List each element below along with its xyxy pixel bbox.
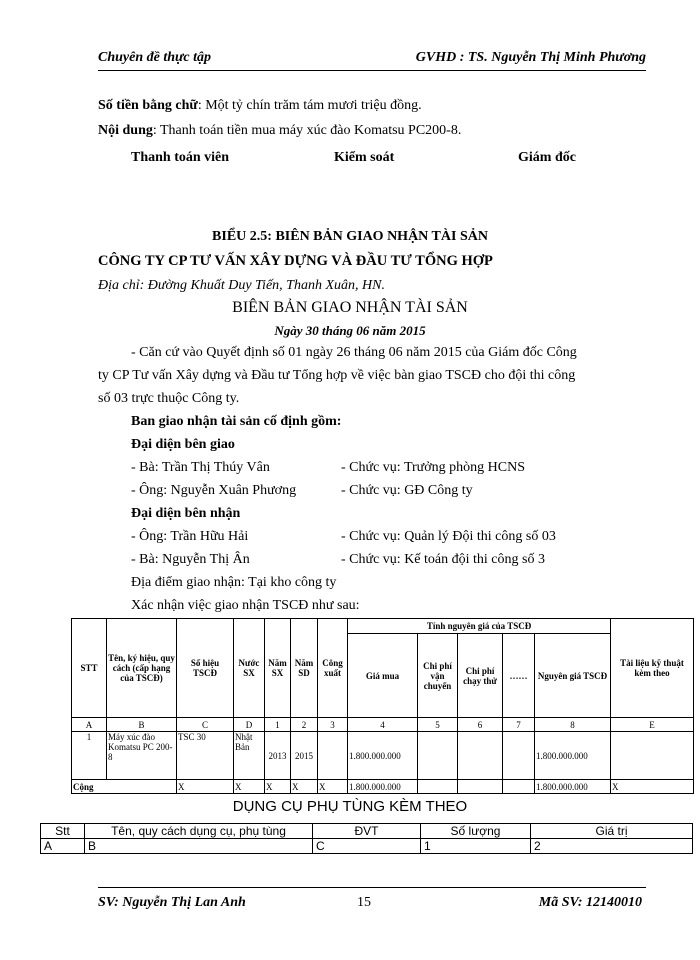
col-header-year-used: Năm SD [291, 619, 318, 718]
code-cell: 4 [348, 718, 418, 732]
col-header-transport: Chi phí vận chuyển [418, 634, 458, 718]
handover-location: Địa điểm giao nhận: Tại kho công ty [131, 575, 337, 590]
basis-line-1: - Căn cứ vào Quyết định số 01 ngày 26 tháng 06 năm 2015 của Giám đốc Công [131, 345, 577, 360]
tools-header-quantity: Số lượng [421, 824, 531, 839]
header-subject: Chuyên đề thực tập [98, 50, 212, 65]
row-code: TSC 30 [177, 732, 234, 780]
col-header-original-cost: Nguyên giá TSCĐ [535, 634, 611, 718]
code-cell: E [611, 718, 694, 732]
total-trial [458, 780, 503, 794]
form-title: BIỂU 2.5: BIÊN BẢN GIAO NHẬN TÀI SẢN [212, 229, 488, 244]
receiver-heading: Đại diện bên nhận [131, 506, 241, 521]
receiver-2-position: - Chức vụ: Kế toán đội thi công số 3 [341, 552, 545, 567]
col-header-capacity: Công xuất [318, 619, 348, 718]
giver-2-position: - Chức vụ: GĐ Công ty [341, 483, 473, 498]
col-header-purchase: Giá mua [348, 634, 418, 718]
col-header-stt: STT [72, 619, 107, 718]
confirmation-text: Xác nhận việc giao nhận TSCĐ như sau: [131, 598, 360, 613]
col-header-trial: Chi phí chạy thử [458, 634, 503, 718]
tools-title: DỤNG CỤ PHỤ TÙNG KÈM THEO [232, 798, 468, 815]
row-original-cost: 1.800.000.000 [535, 732, 611, 780]
total-year-used: X [291, 780, 318, 794]
amount-in-words-value: : Một tỷ chín trăm tám mươi triệu đồng. [197, 98, 422, 113]
row-year-used: 2015 [291, 732, 318, 780]
receiver-1-position: - Chức vụ: Quản lý Đội thi công số 03 [341, 529, 556, 544]
signature-cashier: Thanh toán viên [131, 150, 230, 165]
content-line [98, 123, 461, 139]
total-docs: X [611, 780, 694, 794]
tools-code-cell: C [313, 839, 421, 854]
col-header-year-made: Năm SX [265, 619, 291, 718]
code-cell: A [72, 718, 107, 732]
footer-divider [98, 887, 646, 888]
total-country: X [234, 780, 265, 794]
tools-header-value: Giá trị [531, 824, 693, 839]
row-name: Máy xúc đào Komatsu PC 200-8 [107, 732, 177, 780]
tools-header-unit: ĐVT [313, 824, 421, 839]
footer-student: SV: Nguyễn Thị Lan Anh [98, 895, 246, 910]
receiver-1-name: - Ông: Trần Hữu Hải [131, 529, 249, 544]
code-cell: 7 [503, 718, 535, 732]
company-address: Địa chỉ: Đường Khuất Duy Tiến, Thanh Xuân, HN. [98, 278, 385, 293]
total-transport [418, 780, 458, 794]
basis-line-3: số 03 trực thuộc Công ty. [98, 391, 240, 406]
row-year-made: 2013 [265, 732, 291, 780]
company-name: CÔNG TY CP TƯ VẤN XÂY DỰNG VÀ ĐẦU TƯ TỔNG HỢP [98, 253, 493, 269]
asset-table [71, 618, 694, 794]
col-header-country: Nước SX [234, 619, 265, 718]
signature-director: Giám đốc [518, 150, 576, 165]
tools-header-stt: Stt [41, 824, 85, 839]
row-trial [458, 732, 503, 780]
total-code: X [177, 780, 234, 794]
code-cell: 1 [265, 718, 291, 732]
amount-in-words-line [98, 98, 422, 114]
committee-heading: Ban giao nhận tài sản cố định gồm: [131, 414, 342, 429]
code-cell: 3 [318, 718, 348, 732]
tools-table [40, 823, 693, 854]
row-stt: 1 [72, 732, 107, 780]
receiver-2-name: - Bà: Nguyễn Thị Ân [131, 552, 250, 567]
header-divider [98, 70, 646, 71]
total-label: Cộng [72, 780, 177, 794]
giver-heading: Đại diện bên giao [131, 437, 235, 452]
row-transport [418, 732, 458, 780]
giver-1-position: - Chức vụ: Trưởng phòng HCNS [341, 460, 525, 475]
total-year-made: X [265, 780, 291, 794]
content-value: : Thanh toán tiền mua máy xúc đào Komatsu PC200-8. [152, 123, 462, 138]
code-cell: 2 [291, 718, 318, 732]
row-capacity [318, 732, 348, 780]
tools-header-name: Tên, quy cách dụng cụ, phụ tùng [85, 824, 313, 839]
page-number: 15 [357, 895, 371, 910]
code-cell: B [107, 718, 177, 732]
row-other [503, 732, 535, 780]
col-header-cost-group: Tính nguyên giá của TSCĐ [348, 619, 611, 634]
code-cell: 8 [535, 718, 611, 732]
col-header-code: Số hiệu TSCĐ [177, 619, 234, 718]
total-purchase: 1.800.000.000 [348, 780, 418, 794]
header-advisor: GVHD : TS. Nguyễn Thị Minh Phương [415, 50, 646, 65]
total-capacity: X [318, 780, 348, 794]
col-header-name: Tên, ký hiệu, quy cách (cấp hạng của TSCĐ) [107, 619, 177, 718]
total-original-cost: 1.800.000.000 [535, 780, 611, 794]
code-cell: 6 [458, 718, 503, 732]
col-header-other: …… [503, 634, 535, 718]
row-docs [611, 732, 694, 780]
amount-in-words-label: Số tiền bằng chữ [98, 98, 198, 113]
code-cell: 5 [418, 718, 458, 732]
signature-controller: Kiểm soát [334, 150, 395, 165]
tools-code-cell: A [41, 839, 85, 854]
row-country: Nhật Bản [234, 732, 265, 780]
footer-student-id: Mã SV: 12140010 [538, 895, 642, 910]
document-title: BIÊN BẢN GIAO NHẬN TÀI SẢN [232, 299, 468, 316]
col-header-docs: Tài liệu kỹ thuật kèm theo [611, 619, 694, 718]
total-other [503, 780, 535, 794]
giver-1-name: - Bà: Trần Thị Thúy Vân [131, 460, 270, 475]
content-label: Nội dung [98, 123, 153, 138]
tools-code-cell: 2 [531, 839, 693, 854]
basis-line-2: ty CP Tư vấn Xây dựng và Đầu tư Tổng hợp về việc bàn giao TSCĐ cho đội thi công [98, 368, 576, 383]
document-date: Ngày 30 tháng 06 năm 2015 [274, 323, 426, 338]
code-cell: D [234, 718, 265, 732]
row-purchase: 1.800.000.000 [348, 732, 418, 780]
tools-code-cell: B [85, 839, 313, 854]
code-cell: C [177, 718, 234, 732]
tools-code-cell: 1 [421, 839, 531, 854]
giver-2-name: - Ông: Nguyễn Xuân Phương [131, 483, 297, 498]
